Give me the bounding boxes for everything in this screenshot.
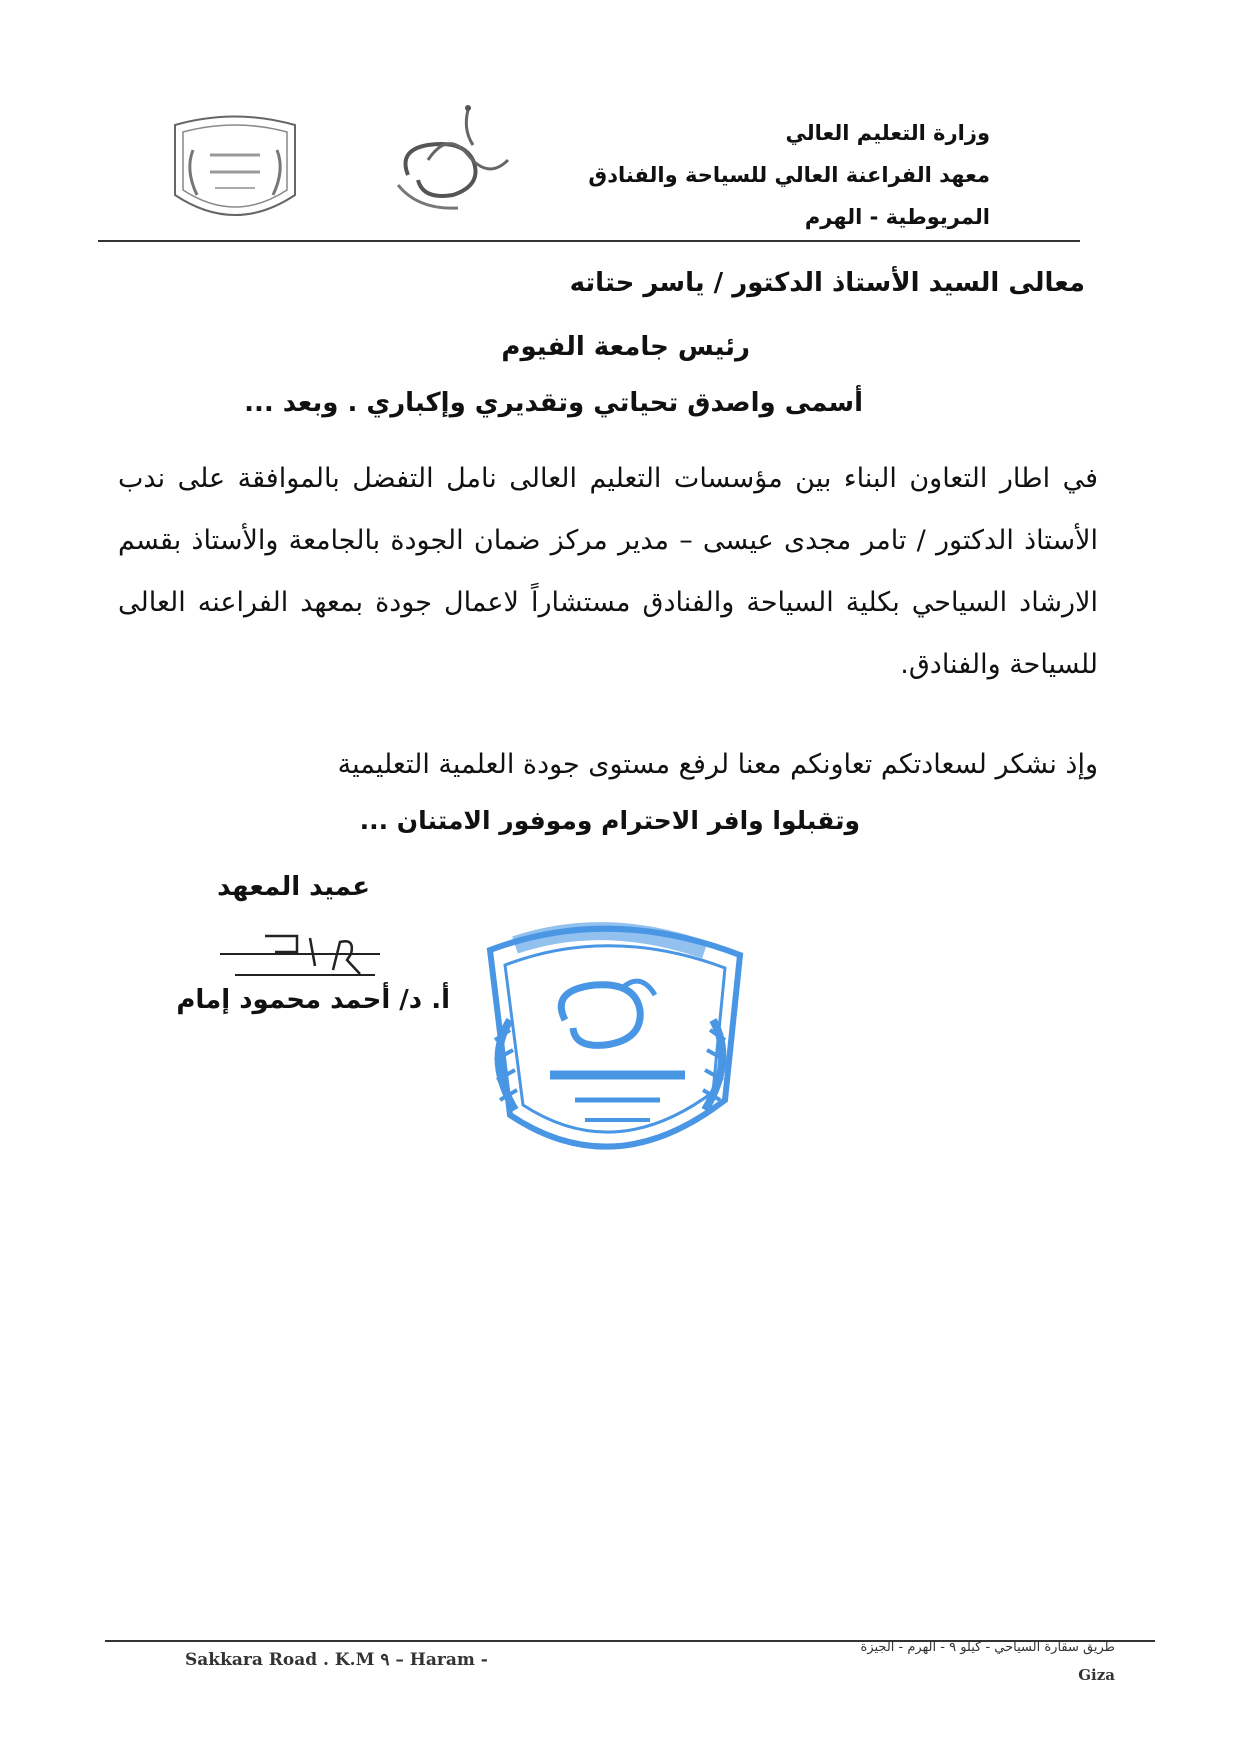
institute-seal-logo xyxy=(155,110,315,235)
footer-address-en: Sakkara Road . K.M ٩ – Haram - xyxy=(185,1650,488,1670)
institute-location: المريوطية - الهرم xyxy=(804,205,990,229)
footer-city: Giza xyxy=(1078,1666,1115,1684)
footer-address-ar: طريق سقارة السياحي - كيلو ٩ - الهرم - الجيزة xyxy=(860,1640,1115,1655)
header-divider xyxy=(98,240,1080,242)
thanks-line: وإذ نشكر لسعادتكم تعاونكم معنا لرفع مستوى جودة العلمية التعليمية xyxy=(337,749,1098,780)
letterhead xyxy=(470,112,990,238)
letter-body xyxy=(118,448,1098,696)
institute-stamp xyxy=(455,910,765,1175)
body-paragraph: في اطار التعاون البناء بين مؤسسات التعليم العالى نامل التفضل بالموافقة على ندب الأستاذ الدكتور / تامر مجدى عيسى – مدير مركز ضمان الجودة بالجامعة والأستاذ بقسم الارشاد السياحي بكلية السياحة والفنادق مستشاراً لاعمال جودة بمعهد الفراعنه العالى للسياحة والفنادق. xyxy=(118,463,1098,680)
addressee-line: معالى السيد الأستاذ الدكتور / ياسر حتاته xyxy=(569,268,1085,298)
signatory-name: أ. د/ أحمد محمود إمام xyxy=(176,985,450,1015)
institute-name: معهد الفراعنة العالي للسياحة والفنادق xyxy=(588,163,990,187)
closing-line: وتقبلوا وافر الاحترام وموفور الامتنان ... xyxy=(359,806,860,835)
calligraphy-logo xyxy=(368,100,528,230)
ministry-name: وزارة التعليم العالي xyxy=(785,121,990,145)
addressee-title: رئيس جامعة الفيوم xyxy=(501,332,750,362)
greeting-line: أسمى واصدق تحياتي وتقديري وإكباري . وبعد ... xyxy=(244,388,863,418)
signatory-title: عميد المعهد xyxy=(217,872,370,902)
handwritten-signature xyxy=(215,930,385,990)
